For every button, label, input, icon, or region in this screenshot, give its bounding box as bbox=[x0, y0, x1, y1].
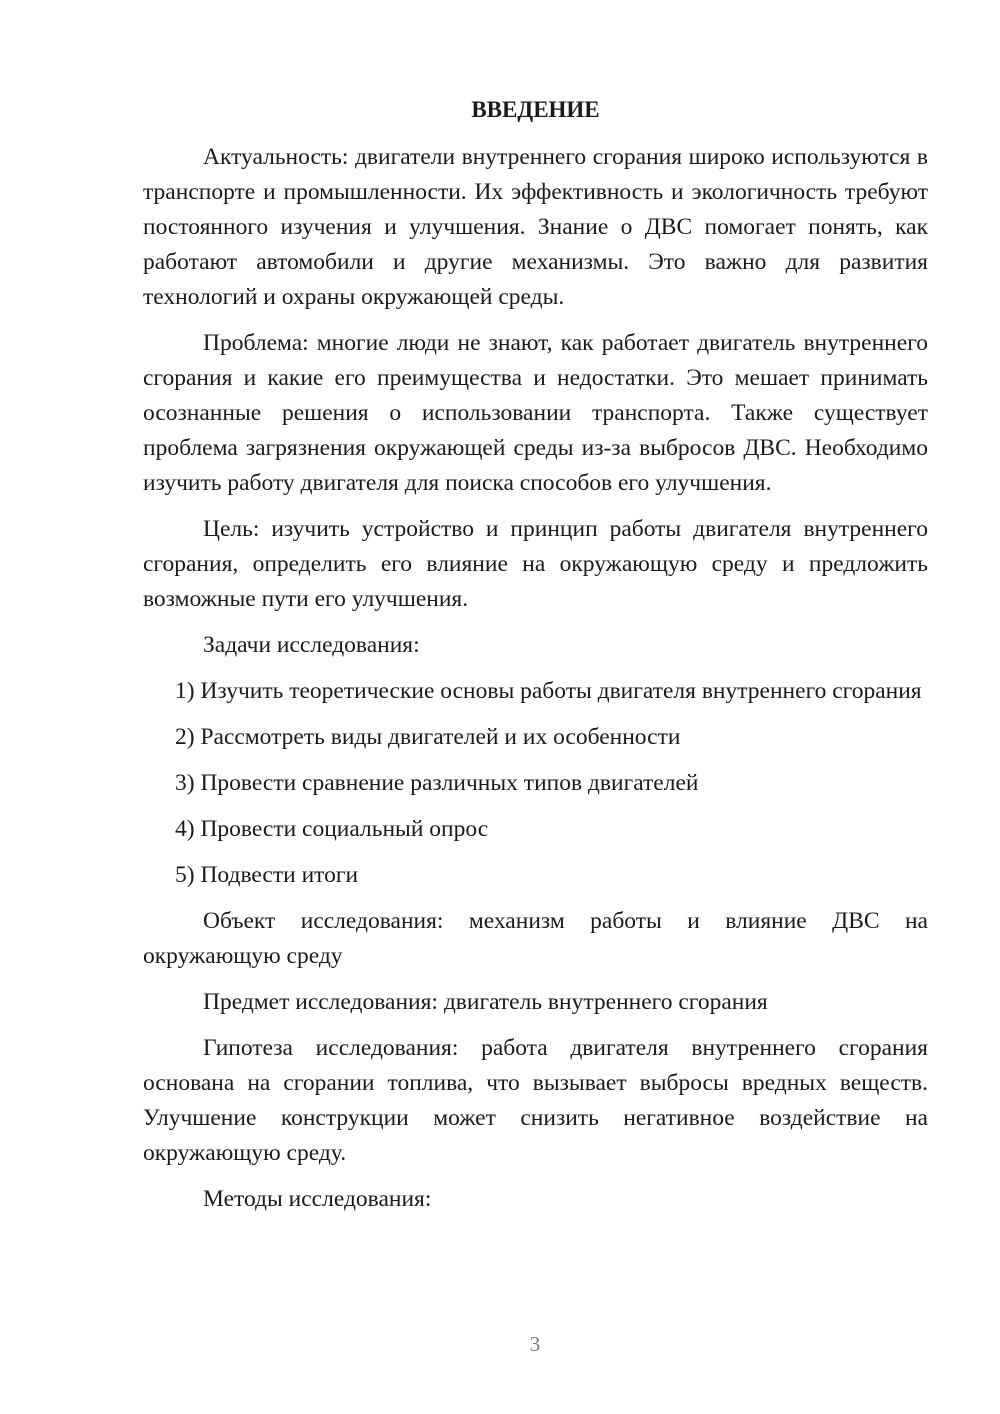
paragraph-goal: Цель: изучить устройство и принцип работы двигателя внутреннего сгорания, определить его влияние на окружающую среду и предложить возможные пути его улучшения. bbox=[143, 516, 928, 612]
paragraph-object: Объект исследования: механизм работы и влияние ДВС на окружающую среду bbox=[143, 908, 928, 969]
paragraph-relevance: Актуальность: двигатели внутреннего сгорания широко используются в транспорте и промышленности. Их эффективность и экологичность требуют постоянного изучения и улучшения. Знание о ДВС помогает понять, как работают автомобили и другие механизмы. Это важно для развития технологий и охраны окружающей среды. bbox=[143, 144, 928, 310]
paragraph-problem: Проблема: многие люди не знают, как работает двигатель внутреннего сгорания и какие его преимущества и недостатки. Это мешает принимать осознанные решения о использовании транспорта. Также существует проблема загрязнения окружающей среды из-за выбросов ДВС. Необходимо изучить работу двигателя для поиска способов его улучшения. bbox=[143, 330, 928, 496]
document-page bbox=[143, 94, 928, 1228]
list-item: 4) Провести социальный опрос bbox=[175, 816, 489, 842]
paragraph-subject: Предмет исследования: двигатель внутреннего сгорания bbox=[203, 989, 768, 1015]
list-item: 5) Подвести итоги bbox=[175, 862, 359, 888]
page-number: 3 bbox=[529, 1332, 541, 1356]
list-item: 3) Провести сравнение различных типов двигателей bbox=[175, 770, 699, 796]
paragraph-tasks-heading: Задачи исследования: bbox=[203, 632, 420, 658]
list-item: 2) Рассмотреть виды двигателей и их особенности bbox=[175, 724, 681, 750]
paragraph-hypothesis: Гипотеза исследования: работа двигателя внутреннего сгорания основана на сгорании топлива, что вызывает выбросы вредных веществ. Улучшение конструкции может снизить негативное воздействие на окружающую среду. bbox=[143, 1035, 928, 1166]
section-title: ВВЕДЕНИЕ bbox=[471, 97, 600, 122]
paragraph-methods: Методы исследования: bbox=[203, 1186, 432, 1212]
list-item: 1) Изучить теоретические основы работы двигателя внутреннего сгорания bbox=[175, 678, 922, 704]
